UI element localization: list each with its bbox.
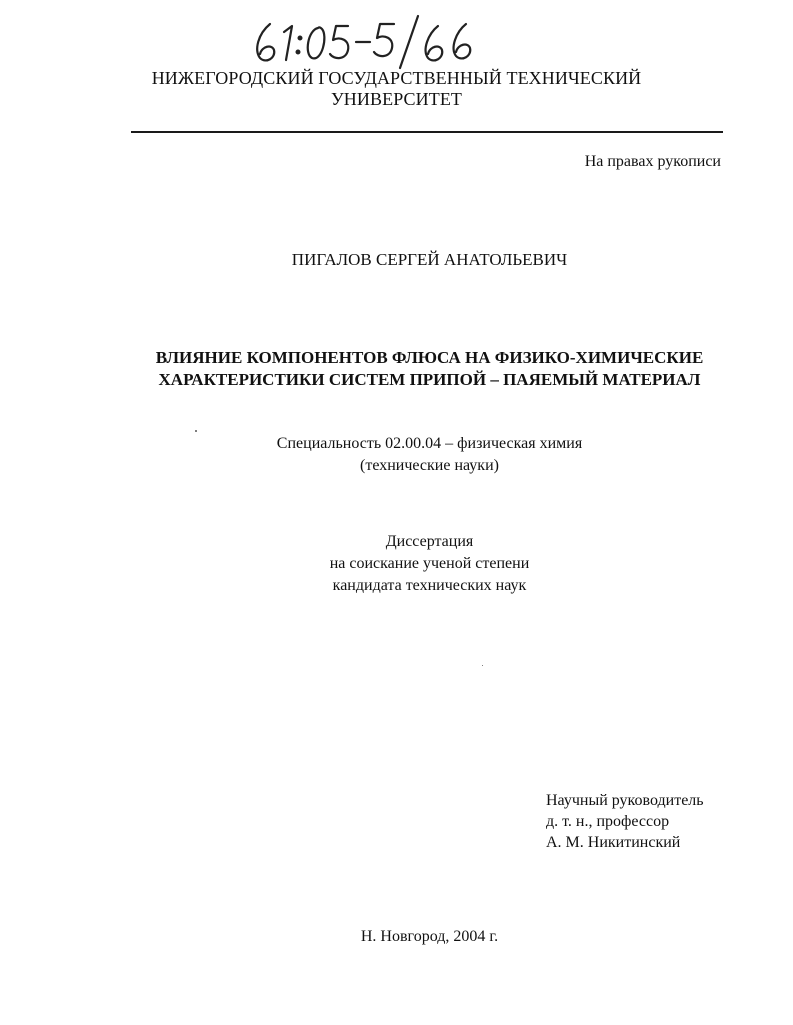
scan-speck	[482, 665, 483, 666]
institution-line-1: НИЖЕГОРОДСКИЙ ГОСУДАРСТВЕННЫЙ ТЕХНИЧЕСКИЙ	[151, 68, 642, 88]
supervisor-block	[546, 790, 704, 853]
title-line-2: ХАРАКТЕРИСТИКИ СИСТЕМ ПРИПОЙ – ПАЯЕМЫЙ МАТЕРИАЛ	[158, 370, 701, 389]
scan-speck	[195, 430, 197, 432]
dissertation-title	[33, 347, 793, 391]
degree-line-3: кандидата технических наук	[332, 577, 527, 594]
supervisor-line-2: д. т. н., профессор	[546, 813, 670, 830]
degree-line-1: Диссертация	[385, 533, 474, 550]
city-year: Н. Новгород, 2004 г.	[360, 928, 499, 945]
header-divider	[131, 131, 723, 133]
degree-line-2: на соискание ученой степени	[329, 555, 530, 572]
specialty-line-1: Специальность 02.00.04 – физическая химия	[276, 435, 583, 452]
supervisor-line-1: Научный руководитель	[546, 792, 704, 809]
author-name: ПИГАЛОВ СЕРГЕЙ АНАТОЛЬЕВИЧ	[291, 250, 568, 269]
institution-line-2: УНИВЕРСИТЕТ	[330, 89, 463, 109]
handwritten-archive-mark	[248, 12, 488, 72]
dissertation-degree	[33, 531, 793, 597]
institution-name	[0, 68, 793, 110]
specialty-line-2: (технические науки)	[360, 457, 499, 474]
supervisor-line-3: А. М. Никитинский	[546, 834, 681, 851]
title-line-1: ВЛИЯНИЕ КОМПОНЕНТОВ ФЛЮСА НА ФИЗИКО-ХИМИЧЕСКИЕ	[155, 348, 704, 367]
specialty	[33, 433, 793, 477]
rights-note: На правах рукописи	[584, 153, 721, 170]
